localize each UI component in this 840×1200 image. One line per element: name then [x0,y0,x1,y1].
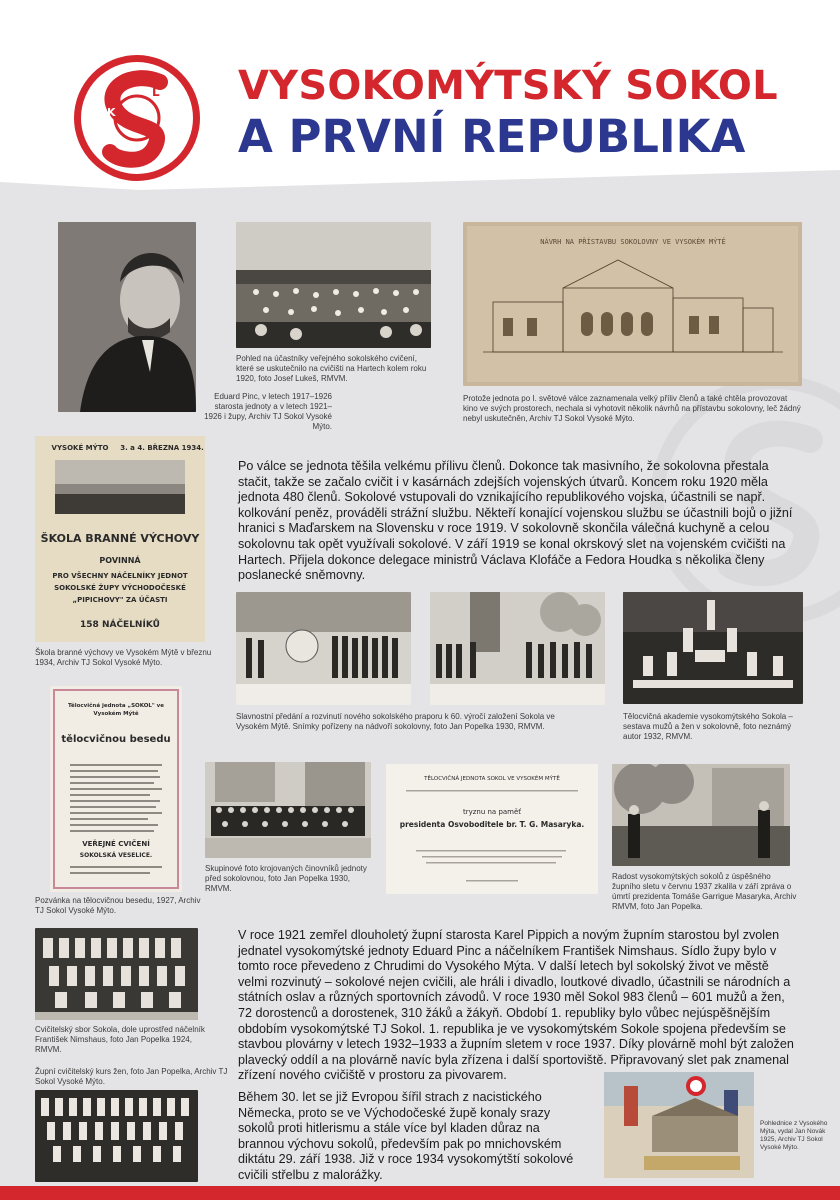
bottom-bar [0,1186,840,1200]
svg-text:NÁVRH NA PŘÍSTAVBU SOKOLOVNY V: NÁVRH NA PŘÍSTAVBU SOKOLOVNY VE VYSOKÉM MÝTĚ [540,238,726,246]
caption-women-course: Župní cvičitelský kurs žen, foto Jan Popelka, Archiv TJ Sokol Vysoké Mýto. [35,1067,228,1086]
school-line-2: PRO VŠECHNY NÁČELNÍKY JEDNOT SOKOLSKÉ ŽUPY VÝCHODOČESKÉ „PIPICHOVY" ZA ÚČASTI [52,572,188,604]
paragraph-postwar: Po válce se jednota těšila velkému přílivu členů. Dokonce tak masivního, že sokolovna přestala stačit, takže se začalo cvičit i v kasárnách zdejších vojenských útvarů. Koncem roku 1920 měla jednota 480 členů. Sokolové vstupovali do vznikajícího republikového vojska, účastnili se např. kolkování peněz, prováděli strážní službu. Někteří konající vojenskou službu se účastnili bojů o jižní hranici s Maďarskem na Slovensku v roce 1919. V sokolovně skončila válečná kuchyně a celou sokolovnu tak opět využívali sokolové. V září 1919 se konal okrskový slet na vojenském cvičišti na Hartech. Přijela dokonce delegace ministrů Václava Klofáče a Fedora Houdka s několika členy poslanecké sněmovny. [238,459,793,583]
paragraph-first-republic: V roce 1921 zemřel dlouholetý župní starosta Karel Pippich a novým župním starostou byl zvolen jednatel vysokomýtské jednoty Eduard Pinc a náčelníkem František Nimshaus. Sídlo župy bylo v tomto roce převedeno z Chrudimi do Vysokého Mýta. V další letech byl sokolský život ve městě velmi rozvinutý – sokolové nejen cvičili, ale hráli i divadlo, loutkové divadlo, účastnili se národních a státních oslav a různých sportovních závodů. V roce 1930 měl Sokol 983 členů – 601 mužů a žen, 72 dorostenců a dorostenek, 310 žáků a žákyň. Období 1. republiky bylo vůbec nejúspěšnějším obdobím vysokomýtské TJ Sokol. 1. republika je ve vysokomýtském Sokole spojena především se stavbou plovárny v letech 1932–1933 a župním sletem v roce 1937. Díky plovárně mohl být založen plavecký oddíl a na plovárně navíc byla zřízena i další sportoviště. Připravovaný slet pak znamenal zřízení nového cvičiště v prostoru za pivovarem. [238,928,794,1083]
school-line-1: POVINNÁ [99,556,141,565]
school-date: 3. a 4. BŘEZNA 1934. [120,444,204,452]
photo-school-defense [35,436,205,642]
caption-school-defense: Škola branné výchovy ve Vysokém Mýtě v březnu 1934, Archiv TJ Sokol Vysoké Mýto. [35,648,212,667]
caption-postcard: Pohlednice z Vysokého Mýta, vydal Jan Novák 1925, Archiv TJ Sokol Vysoké Mýto. [760,1120,828,1151]
caption-building-design: Protože jednota po I. světové válce zaznamenala velký příliv členů a také chtěla provozovat kino ve svých prostorech, nechala si vyhotovit několik návrhů na přístavbu sokolovny, leč žádný nebyl uskutečněn, Archiv TJ Sokol Vysoké Mýto. [463,394,801,423]
caption-gym-academy: Tělocvičná akademie vysokomýtského Sokola – sestava mužů a žen v sokolovně, foto neznámý autor 1932, RMVM. [623,712,793,741]
caption-pinc: Eduard Pinc, v letech 1917–1926 starosta jednoty a v letech 1921–1926 i župy, Archiv TJ Sokol Vysoké Mýto. [204,392,332,431]
school-place: VYSOKÉ MÝTO [51,444,109,452]
invitation-line-2: tělocvičnou besedu [61,734,171,745]
caption-officials-group: Skupinové foto krojovaných činovníků jednoty před sokolovnou, foto Jan Popelka 1930, RMVM. [205,864,367,893]
photo-public-exercise [236,222,431,348]
photo-eduard-pinc [58,222,196,412]
photo-postcard [604,1072,754,1178]
invitation-line-1: Tělocvičná jednota „SOKOL" ve Vysokém Mýtě [68,703,164,717]
caption-slet-1937: Radost vysokomýtských sokolů z úspěšného župního sletu v červnu 1937 zkalila v září zpráva o úmrtí prezidenta Tomáše Garrigue Masaryka, Archiv RMVM, foto Jan Popelka. [612,872,797,911]
photo-invitation [50,686,182,892]
title-line-2: A PRVNÍ REPUBLIKA [238,110,746,163]
paragraph-nazi-threat: Během 30. let se již Evropou šířil strach z nacistického Německa, proto se ve Východočeské župě konaly srazy sokolů proti hitlerismu a stále více byl kladen důraz na brannou výchovu sokolů, především pak po mnichovském diktátu 29. září 1938. Již v roce 1934 vysokomýtští sokolové cvičili střelbu z malorážky. [238,1090,574,1182]
school-heading: ŠKOLA BRANNÉ VÝCHOVY [40,532,200,545]
photo-gym-academy [623,592,803,704]
photo-instructor-corps [35,928,198,1020]
invitation-line-3: VEŘEJNÉ CVIČENÍ [82,840,150,848]
title-line-1: VYSOKOMÝTSKÝ SOKOL [238,63,778,109]
invitation-line-4: SOKOLSKÁ VESELICE. [79,852,153,859]
photo-officials-group [205,762,371,858]
mourning-line-1: TĚLOCVIČNÁ JEDNOTA SOKOL VE VYSOKÉM MÝTĚ [424,776,560,782]
logo-letter-k: K [107,106,116,119]
photo-building-design [463,222,802,386]
mourning-line-2: tryznu na paměť [462,808,522,816]
logo-letter-l: L [152,85,160,99]
photo-slet-1937 [612,764,790,866]
caption-instructor-corps: Cvičitelský sbor Sokola, dole uprostřed náčelník František Nimshaus, foto Jan Popelka 1924, RMVM. [35,1025,205,1054]
caption-flag-ceremony: Slavnostní předání a rozvinutí nového sokolského praporu k 60. výročí založení Sokola ve Vysokém Mýtě. Snímky pořízeny na nádvoří sokolovny, foto Jan Popelka 1930, RMVM. [236,712,555,731]
caption-public-exercise: Pohled na účastníky veřejného sokolského cvičení, které se uskutečnilo na cvičišti na Hartech kolem roku 1920, foto Josef Lukeš, RMVM. [236,354,427,383]
header [0,0,840,190]
sokol-logo [72,48,202,188]
poster-title [238,63,778,163]
photo-women-course [35,1090,198,1182]
photo-masaryk-card [386,764,598,894]
photo-flag-ceremony-2 [430,592,605,705]
caption-invitation: Pozvánka na tělocvičnou besedu, 1927, Archiv TJ Sokol Vysoké Mýto. [35,896,201,915]
mourning-line-3: presidenta Osvoboditele br. T. G. Masaryka. [399,820,585,829]
photo-flag-ceremony-1 [236,592,411,705]
school-line-3: 158 NÁČELNÍKŮ [80,620,160,630]
